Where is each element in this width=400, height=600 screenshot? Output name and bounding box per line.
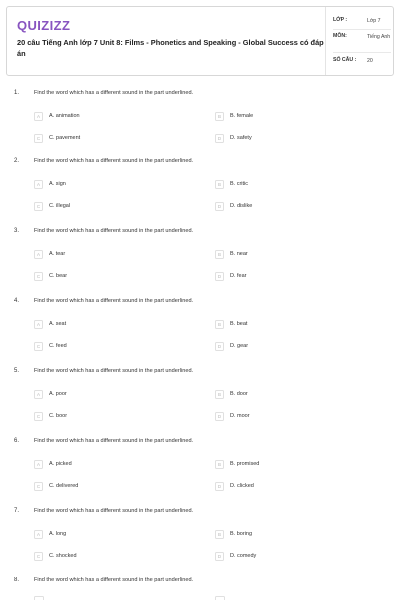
option-b[interactable] <box>215 319 247 329</box>
option-text: C. pavement <box>49 135 81 141</box>
option-letter-box: D <box>215 412 224 421</box>
option-b[interactable] <box>215 249 248 259</box>
option-text: B. near <box>230 251 248 257</box>
option-text: B. promised <box>230 461 260 467</box>
worksheet-header <box>6 6 394 76</box>
option-letter-box: B <box>215 180 224 189</box>
option-letter-box: C <box>34 412 43 421</box>
option-c[interactable] <box>34 341 67 351</box>
option-letter-box: D <box>215 342 224 351</box>
meta-count-label: SỐ CÂU : <box>333 57 357 63</box>
option-text: A. long <box>49 531 67 537</box>
question-item <box>0 228 400 298</box>
option-text: B. critic <box>230 181 249 187</box>
question-text: Find the word which has a different sound in the part underlined. <box>34 368 194 374</box>
option-text: D. clicked <box>230 483 254 489</box>
option-letter-box: C <box>34 482 43 491</box>
meta-count-value: 20 <box>367 58 373 64</box>
option-letter-box: C <box>34 342 43 351</box>
question-number: 5. <box>14 368 20 374</box>
question-number: 4. <box>14 298 20 304</box>
option-a[interactable] <box>34 319 66 329</box>
option-letter-box: A <box>34 390 43 399</box>
option-text: A. tear <box>49 251 66 257</box>
option-text: D. fear <box>230 273 247 279</box>
question-text: Find the word which has a different sound in the part underlined. <box>34 508 194 514</box>
option-letter-box: B <box>215 390 224 399</box>
option-text: D. dislike <box>230 203 253 209</box>
option-text: C. delivered <box>49 483 79 489</box>
option-letter-box: C <box>34 202 43 211</box>
meta-subject-value: Tiếng Anh <box>367 34 391 40</box>
question-number: 6. <box>14 438 20 444</box>
option-text: D. moor <box>230 413 250 419</box>
question-text: Find the word which has a different sound in the part underlined. <box>34 228 194 234</box>
option-letter-box: C <box>34 272 43 281</box>
meta-class-value: Lớp 7 <box>367 18 381 24</box>
option-c[interactable] <box>34 271 67 281</box>
option-c[interactable] <box>34 133 80 143</box>
option-text: C. shocked <box>49 553 77 559</box>
question-number: 8. <box>14 577 20 583</box>
option-letter-box: B <box>215 460 224 469</box>
question-item <box>0 508 400 578</box>
option-a[interactable] <box>34 249 65 259</box>
option-letter-box: D <box>215 482 224 491</box>
question-number: 7. <box>14 508 20 514</box>
option-text: C. bear <box>49 273 68 279</box>
worksheet-title: 20 câu Tiếng Anh lớp 7 Unit 8: Films - Phonetics and Speaking - Global Success có đáp án <box>17 38 324 58</box>
question-text: Find the word which has a different sound in the part underlined. <box>34 90 194 96</box>
meta-class-label: LỚP : <box>333 17 348 23</box>
option-c[interactable] <box>34 551 77 561</box>
question-item <box>0 368 400 438</box>
option-text: C. boor <box>49 413 68 419</box>
question-item <box>0 298 400 368</box>
option-letter-box: A <box>34 180 43 189</box>
option-text: D. gear <box>230 343 249 349</box>
option-letter-box: D <box>215 552 224 561</box>
question-number: 1. <box>14 90 20 96</box>
option-text: C. illegal <box>49 203 71 209</box>
option-d[interactable] <box>215 481 254 491</box>
option-text: C. feed <box>49 343 67 349</box>
option-text: A. animation <box>49 113 80 119</box>
question-text: Find the word which has a different sound in the part underlined. <box>34 298 194 304</box>
option-letter-box[interactable] <box>34 596 44 600</box>
option-d[interactable] <box>215 411 250 421</box>
option-d[interactable] <box>215 271 247 281</box>
option-b[interactable] <box>215 459 259 469</box>
option-a[interactable] <box>34 111 80 121</box>
option-letter-box: A <box>34 320 43 329</box>
option-letter-box: B <box>215 530 224 539</box>
option-text: A. picked <box>49 461 72 467</box>
option-c[interactable] <box>34 481 78 491</box>
question-number: 3. <box>14 228 20 234</box>
option-d[interactable] <box>215 201 252 211</box>
option-letter-box: A <box>34 112 43 121</box>
question-number: 2. <box>14 158 20 164</box>
question-item <box>0 438 400 508</box>
option-c[interactable] <box>34 201 70 211</box>
option-letter-box: A <box>34 460 43 469</box>
option-a[interactable] <box>34 389 67 399</box>
question-text: Find the word which has a different sound in the part underlined. <box>34 438 194 444</box>
option-a[interactable] <box>34 529 66 539</box>
option-letter-box: B <box>215 320 224 329</box>
option-text: D. safety <box>230 135 252 141</box>
meta-divider <box>325 7 326 75</box>
option-letter-box: B <box>215 112 224 121</box>
option-letter-box: B <box>215 250 224 259</box>
question-item <box>0 90 400 160</box>
option-b[interactable] <box>215 179 248 189</box>
option-d[interactable] <box>215 133 252 143</box>
option-text: B. door <box>230 391 248 397</box>
quizizz-logo: QUIZIZZ <box>17 18 71 33</box>
meta-separator <box>333 52 391 53</box>
question-text: Find the word which has a different sound in the part underlined. <box>34 158 194 164</box>
option-text: B. beat <box>230 321 248 327</box>
option-text: D. comedy <box>230 553 257 559</box>
meta-separator <box>333 29 391 30</box>
option-text: A. seat <box>49 321 67 327</box>
option-text: A. poor <box>49 391 67 397</box>
option-letter-box: C <box>34 552 43 561</box>
option-letter-box: D <box>215 134 224 143</box>
option-a[interactable] <box>34 179 66 189</box>
option-letter-box: A <box>34 530 43 539</box>
option-d[interactable] <box>215 341 248 351</box>
option-letter-box: D <box>215 272 224 281</box>
option-letter-box: D <box>215 202 224 211</box>
option-text: A. sign <box>49 181 66 187</box>
option-letter-box[interactable] <box>215 596 225 600</box>
option-c[interactable] <box>34 411 67 421</box>
meta-subject-label: MÔN: <box>333 33 347 39</box>
option-text: B. female <box>230 113 254 119</box>
option-b[interactable] <box>215 529 252 539</box>
option-letter-box: C <box>34 134 43 143</box>
question-text: Find the word which has a different sound in the part underlined. <box>34 577 194 583</box>
option-b[interactable] <box>215 389 248 399</box>
option-text: B. boring <box>230 531 253 537</box>
question-item <box>0 577 400 600</box>
question-item <box>0 158 400 228</box>
option-a[interactable] <box>34 459 72 469</box>
option-letter-box: A <box>34 250 43 259</box>
option-b[interactable] <box>215 111 253 121</box>
option-d[interactable] <box>215 551 256 561</box>
